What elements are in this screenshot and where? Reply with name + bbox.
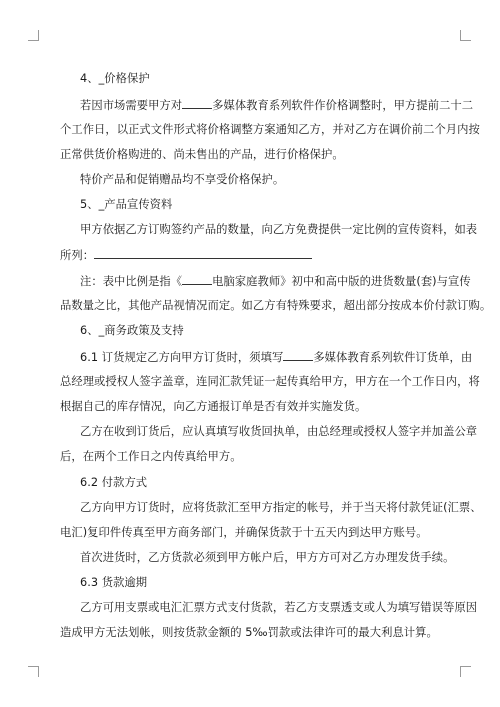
section-5-paragraph-line: 甲方依据乙方订购签约产品的数量，向乙方免费提供一定比例的宣传资料，如表 <box>80 223 478 236</box>
section-6-1-paragraph-line: 乙方在收到订货后，应认真填写收货回执单，由总经理或授权人签字并加盖公章 <box>80 425 478 438</box>
section-4-heading: 4、_价格保护 <box>80 72 150 85</box>
section-6-3-paragraph-line: 乙方可用支票或电汇汇票方式支付货款，若乙方支票透支或人为填写错误等原因 <box>80 601 478 614</box>
text-run: 注：表中比例是指《 <box>80 275 183 288</box>
text-run: 若因市场需要甲方对 <box>80 99 183 112</box>
section-6-1-paragraph-line <box>80 350 472 365</box>
section-6-2-paragraph-line: 电汇)复印件传真至甲方商务部门，并确保货款于十五天内到达甲方账号。 <box>60 526 428 539</box>
section-6-2-heading: 6.2 付款方式 <box>80 476 148 489</box>
section-6-3-heading: 6.3 货款逾期 <box>80 576 148 589</box>
blank-underline <box>94 248 312 259</box>
section-6-2-paragraph-line: 乙方向甲方订货时，应将货款汇至甲方指定的帐号，并于当天将付款凭证(汇票、 <box>80 501 482 514</box>
section-5-note-line <box>80 274 471 289</box>
text-run: 多媒体教育系列软件订货单，由 <box>313 351 473 364</box>
blank-underline <box>182 98 212 109</box>
section-4-paragraph-line: 个工作日，以正式文件形式将价格调整方案通知乙方，并对乙方在调价前二个月内按 <box>60 123 480 136</box>
section-4-paragraph-line <box>80 98 473 113</box>
text-run: 电脑家庭教师》初中和高中版的进货数量(套)与宣传 <box>212 275 471 288</box>
text-run: 所列： <box>60 249 95 262</box>
text-run: 多媒体教育系列软件作价格调整时，甲方提前二十二 <box>212 99 474 112</box>
section-6-1-paragraph-line: 后，在两个工作日之内传真给甲方。 <box>60 450 242 463</box>
section-6-1-paragraph-line: 根据自己的库存情况，向乙方通报订单是否有效并实施发货。 <box>60 400 367 413</box>
section-6-heading: 6、_商务政策及支持 <box>80 324 184 337</box>
blank-underline <box>283 350 313 361</box>
section-4-paragraph-line: 正常供货价格购进的、尚未售出的产品，进行价格保护。 <box>60 148 344 161</box>
blank-underline <box>182 274 212 285</box>
section-5-paragraph-line <box>60 248 312 263</box>
section-6-3-paragraph-line: 造成甲方无法划帐，则按货款金额的 5‰罚款或法律许可的最大利息计算。 <box>60 626 438 639</box>
section-5-heading: 5、_产品宣传资料 <box>80 198 173 211</box>
section-6-2-paragraph: 首次进货时，乙方货款必须到甲方帐户后，甲方方可对乙方办理发货手续。 <box>80 551 455 564</box>
section-5-note-line: 品数量之比，其他产品视情况而定。如乙方有特殊要求，超出部分按成本价付款订购。 <box>60 299 492 312</box>
section-4-paragraph: 特价产品和促销赠品均不享受价格保护。 <box>80 173 285 186</box>
section-6-1-paragraph-line: 总经理或授权人签字盖章，连同汇款凭证一起传真给甲方，甲方在一个工作日内，将 <box>60 375 480 388</box>
text-run: 6.1 订货规定乙方向甲方订货时，须填写 <box>80 351 284 364</box>
